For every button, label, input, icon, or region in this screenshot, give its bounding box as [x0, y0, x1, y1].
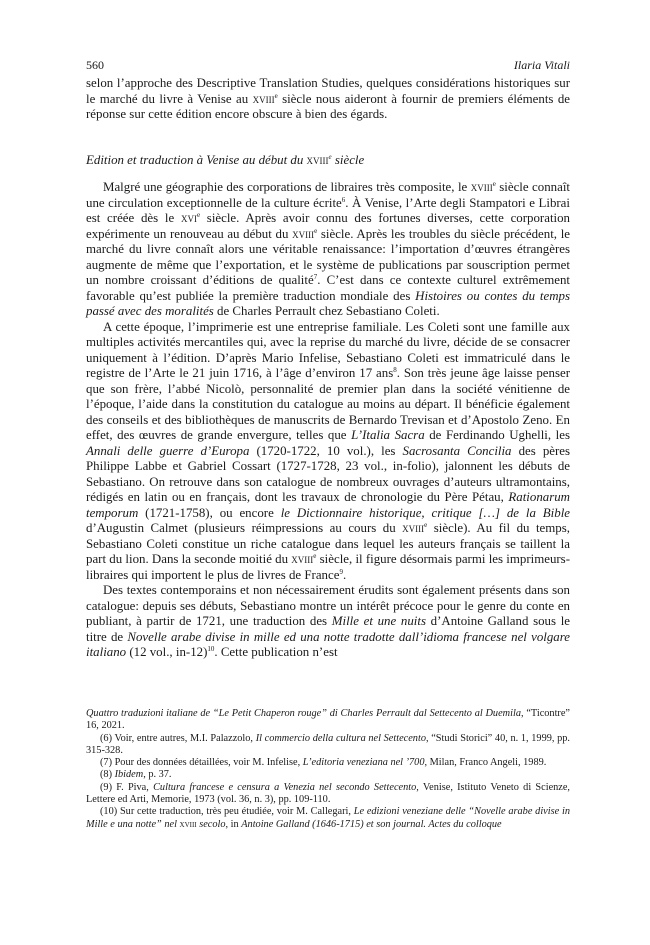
paragraph-2: A cette époque, l’imprimerie est une entreprise familiale. Les Coleti sont une famille aux multiples activités mercantiles qui, avec la reprise du marché du livre, décide de se consacrer uniquement à l’édition. D’après Mario Infelise, Sebastiano Coleti est immatriculé dans le registre de l’Arte le 21 juin 1716, à l’âge d’environ 17 ans$^8$. Son très jeune âge laisse penser que son frère, l’abbé Nicolò, personnalité de premier plan dans la société vénitienne de l’époque, l’aide dans la constitution du catalogue au moins au départ. Il bénéficie également des conseils et des bibliothèques de manuscrits de Bernardo Trevisan et d’Apostolo Zeno. En effet, des œuvres de grande envergure, telles que L’Italia Sacra de Ferdinando Ughelli, les Annali delle guerre d’Europa (1720-1722, 10 vol.), les Sacrosanta Concilia des pères Philippe Labbe et Gabriel Cossart (1727-1728, 23 vol., in-folio), jalonnent les débuts de Sebastiano. On retrouve dans son catalogue de nombreux ouvrages d’auteurs ultramontains, rédigés en latin ou en français, dont les travaux de chronologie du Père Pétau, Rationarum temporum (1721-1758), ou encore le Dictionnaire historique, critique […] de la Bible d’Augustin Calmet (plusieurs réimpressions au cours du xviii$^e$ siècle). Au fil du temps, Sebastiano Coleti constitue un riche catalogue dans lequel les auteurs français se taillent la part du lion. Dans la seconde moitié du xviii$^e$ siècle, il figure désormais parmi les imprimeurs-libraires qui importent le plus de livres de France$^9$. [86, 319, 571, 582]
footnote-8: (8) Ibidem, p. 37. [100, 769, 172, 781]
footnote-10: (10) Sur cette traduction, très peu étudiée, voir M. Callegari, Le edizioni veneziane delle “Novelle arabe divise in Mille e una notte” nel xviii secolo, in Antoine Galland (1646-1715) et son journal. Actes du colloque [86, 806, 570, 830]
paragraph-intro: selon l’approche des Descriptive Translation Studies, quelques considérations historiques sur le marché du livre à Venise au xviii$^e$ siècle nous aideront à fournir de premiers éléments de réponse sur cette édition encore obscure à bien des égards. [86, 76, 570, 121]
footnote-ref-7[interactable]: 7 [313, 273, 318, 281]
section-heading: Edition et traduction à Venise au début du xviii$^e$ siècle [86, 152, 365, 167]
footnote-ref-9[interactable]: 9 [339, 567, 343, 576]
footnotes [86, 708, 570, 831]
footnote-ref-10[interactable]: 10 [207, 645, 215, 653]
running-author: Ilaria Vitali [513, 58, 570, 72]
body-text [86, 76, 570, 661]
page [86, 58, 570, 661]
page-number: 560 [86, 58, 104, 72]
paragraph-1: Malgré une géographie des corporations de libraires très composite, le xviii$^e$ siècle connaît une circulation exceptionnelle de la culture écrite$^6$. À Venise, l’Arte degli Stampatori e Librai est créée dès le xvi$^e$ siècle. Après avoir connu des fortunes diverses, cette corporation expérimente un renouveau au début du xviii$^e$ siècle. Après les troubles du siècle précédent, le marché du livre connaît alors une véritable renaissance: l’importation d’œuvres étrangères augmente de même que l’exportation, et le système de publications par souscription permet un nombre croissant d’éditions de qualité$^7$. C’est dans ce contexte culturel extrêmement favorable qu’est publiée la première traduction mondiale des Histoires ou contes du temps passé avec des moralités de Charles Perrault chez Sebastiano Coleti. [86, 180, 571, 318]
running-header [86, 58, 570, 76]
footnote-7: (7) Pour des données détaillées, voir M. Infelise, L’editoria veneziana nel ’700, Milan, Franco Angeli, 1989. [100, 757, 547, 769]
footnote-continuation: Quattro traduzioni italiane de “Le Petit Chaperon rouge” di Charles Perrault dal Settecento al Duemila, “Ticontre” 16, 2021. [86, 708, 570, 732]
footnote-6: (6) Voir, entre autres, M.I. Palazzolo, Il commercio della cultura nel Settecento, “Studi Storici” 40, n. 1, 1999, pp. 315-328. [86, 732, 571, 756]
footnote-ref-6[interactable]: 6 [341, 195, 346, 204]
footnote-ref-8[interactable]: 8 [393, 366, 397, 374]
footnote-9: (9) F. Piva, Cultura francese e censura a Venezia nel secondo Settecento, Venise, Istituto Veneto di Scienze, Lettere ed Arti, Memorie, 1973 (vol. 36, n. 3), pp. 109-110. [86, 781, 571, 806]
paragraph-3: Des textes contemporains et non nécessairement érudits sont également présents dans son catalogue: depuis ses débuts, Sebastiano montre un intérêt précoce pour le genre du conte en publiant, à partir de 1721, une traduction des Mille et une nuits d’Antoine Galland sous le titre de Novelle arabe divise in mille ed una notte tradotte dall’idioma francese nel volgare italiano (12 vol., in-12)$^{10}$. Cette publication n’est [86, 583, 570, 659]
